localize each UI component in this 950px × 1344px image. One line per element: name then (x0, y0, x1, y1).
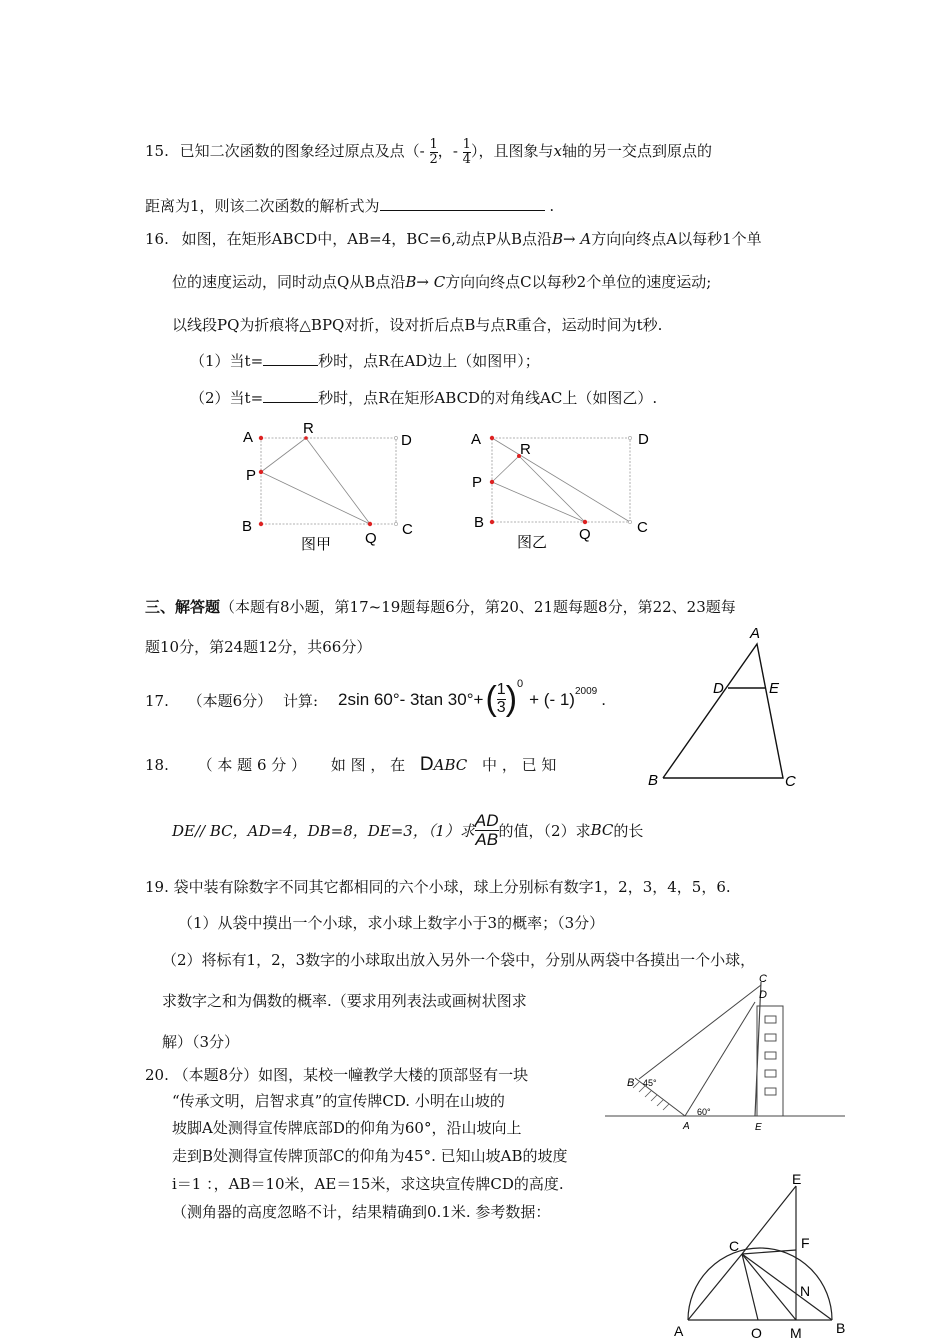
q15-text1: 已知二次函数的图象经过原点及点（ (179, 142, 420, 161)
label-a: A (243, 429, 254, 446)
q16-sub1 (190, 350, 540, 371)
building (757, 1006, 783, 1116)
q18-abc: ABC (433, 756, 468, 774)
label-q: Q (579, 526, 591, 543)
point-d (394, 436, 397, 439)
triangle-symbol: D (419, 754, 434, 775)
q16-figure-yi (462, 418, 672, 556)
label-m: M (790, 1325, 802, 1341)
q20-line1: 20. （本题8分）如图，某校一幢教学大楼的顶部竖有一块 (145, 1066, 529, 1084)
q17-paren-close: ) (505, 680, 518, 718)
q17-score: （本题6分） (187, 692, 273, 710)
point-a (490, 436, 494, 440)
point-c (394, 522, 397, 525)
label-d: D (401, 432, 412, 449)
q18-number: 18. (145, 756, 169, 774)
q16-sub2a: （2）当t= (190, 389, 264, 407)
q16-sub1a: （1）当t= (190, 352, 264, 370)
q19-line4: 求数字之和为偶数的概率.（要求用列表法或画树状图求 (162, 992, 527, 1010)
triangle-abc (663, 644, 783, 778)
label-p: P (246, 467, 257, 484)
q17-expression (338, 680, 606, 719)
q19-line5: 解）（3分） (162, 1033, 240, 1051)
q16-direction-2: B→ C (405, 273, 446, 291)
q20-figure (605, 970, 850, 1135)
q20-line6: （测角器的高度忽略不计，结果精确到0.1米. 参考数据： (172, 1203, 551, 1221)
q18-text1: 如 图 ， 在 (330, 756, 406, 774)
label-b: B (836, 1320, 846, 1336)
q16-line2 (172, 271, 711, 292)
q16-line1a: 如图，在矩形ABCD中，AB=4，BC=6,动点P从B点沿 (181, 230, 553, 248)
q15-comma: ， (437, 142, 453, 161)
diagonal-ac (492, 438, 630, 522)
label-a: A (471, 431, 482, 448)
q16-line2a: 位的速度运动，同时动点Q从B点沿 (172, 273, 406, 291)
rect-abcd (261, 438, 396, 524)
q18-figure (640, 620, 810, 795)
sight-line-bc (639, 985, 761, 1079)
q19-line3: （2）将标有1，2，3数字的小球取出放入另外一个袋中，分别从两袋中各摸出一个小球， (162, 951, 756, 969)
q18-line1 (145, 754, 556, 776)
q18-bc: BC (590, 821, 614, 840)
q17-line (145, 690, 318, 711)
section3-title: 三、解答题 (145, 598, 221, 616)
point-d (628, 436, 631, 439)
q19-line1: 19. 袋中装有除数字不同其它都相同的六个小球，球上分别标有数字1，2，3，4，5，6. (145, 878, 731, 896)
q16-figure-jia (235, 418, 435, 556)
q16-direction-1: B→ A (552, 230, 592, 248)
segment-rq (306, 438, 370, 524)
point-a (259, 436, 263, 440)
label-e: E (755, 1122, 762, 1133)
q18-line2a: DE// BC，AD=4，DB=8，DE=3，（1）求 (172, 821, 475, 840)
sign-cd (755, 982, 761, 1116)
segment-ce (742, 1186, 796, 1254)
label-a: A (674, 1323, 684, 1339)
sight-line-ad (685, 1002, 755, 1116)
q17-number: 17. (145, 692, 169, 710)
q15-line2 (145, 195, 554, 216)
q15-x-var: x (553, 142, 562, 161)
segment-pr (261, 438, 306, 472)
q16-blank-2[interactable] (263, 388, 318, 403)
label-q: Q (365, 530, 377, 547)
q16-line1b: 方向向终点A以每秒1个单 (591, 230, 762, 248)
q17-fraction: $\frac{1}{3}$ (496, 681, 506, 716)
q16-number: 16. (145, 230, 169, 248)
label-c: C (729, 1238, 740, 1254)
q15-fraction-2: $\frac{1}{4}$ (462, 137, 471, 167)
q18-line2b: 的值，（2）求 (498, 821, 591, 840)
label-c: C (759, 973, 767, 985)
q15-answer-blank[interactable] (380, 196, 545, 211)
point-p (490, 480, 494, 484)
building-windows (765, 1016, 776, 1095)
point-b (259, 522, 263, 526)
caption-jia: 图甲 (301, 536, 332, 553)
q15-text2: ），且图象与 (470, 142, 554, 161)
q16-blank-1[interactable] (263, 351, 318, 366)
q15-fraction-1: $\frac{1}{2}$ (429, 137, 438, 167)
label-o: O (751, 1325, 762, 1341)
label-p: P (472, 474, 483, 491)
q15-line2-text: 距离为1，则该二次函数的解析式为 (145, 197, 380, 215)
section3-line2: 题10分，第24题12分，共66分） (145, 638, 372, 656)
q18-text2: 中 ， 已 知 (482, 756, 557, 774)
angle-45: 45° (643, 1078, 657, 1088)
label-b: B (648, 772, 659, 789)
q20-line5: i＝1 ：，AB＝10米，AE＝15米，求这块宣传牌CD的高度. (172, 1175, 564, 1193)
q16-line3: 以线段PQ为折痕将△BPQ对折，设对折后点B与点R重合，运动时间为t秒. (172, 316, 663, 334)
semicircle (688, 1248, 832, 1320)
q15-text3: 轴的另一交点到原点的 (561, 142, 712, 161)
q17-expr-a: 2sin 60°- 3tan 30°+ (338, 689, 484, 709)
label-d: D (638, 431, 649, 448)
label-r: R (303, 420, 314, 437)
section3-line1 (145, 596, 736, 617)
label-a: A (683, 1121, 690, 1132)
q18-fraction: $\frac{AD}{AB}$ (474, 811, 499, 849)
point-q (368, 522, 372, 526)
q15-number: 15. (145, 142, 169, 161)
label-b: B (627, 1077, 635, 1089)
label-f: F (801, 1235, 810, 1251)
q15-p2-sign: - (452, 142, 458, 161)
q15-line1 (145, 138, 712, 166)
label-b: B (474, 514, 485, 531)
q18-line2 (172, 812, 643, 849)
q20-line3: 坡脚A处测得宣传牌底部D的仰角为60°，沿山坡向上 (172, 1119, 522, 1137)
q20-line4: 走到B处测得宣传牌顶部C的仰角为45°. 已知山坡AB的坡度 (172, 1147, 568, 1165)
q15-p1-sign: - (419, 142, 425, 161)
q16-sub2 (190, 387, 657, 408)
label-c: C (785, 773, 796, 790)
q17-expr-b: + (- 1) (529, 689, 575, 709)
label-r: R (520, 441, 531, 458)
point-p (259, 470, 263, 474)
q16-sub2b: 秒时，点R在矩形ABCD的对角线AC上（如图乙）. (318, 389, 658, 407)
q17-exponent-0: 0 (517, 678, 524, 690)
point-c (628, 520, 631, 523)
label-n: N (800, 1283, 811, 1299)
point-q (583, 520, 587, 524)
label-b: B (242, 518, 253, 535)
q16-sub1b: 秒时，点R在AD边上（如图甲）； (318, 352, 540, 370)
q20-line2: “传承文明，启智求真”的宣传牌CD. 小明在山坡的 (172, 1092, 505, 1110)
label-e: E (792, 1171, 802, 1187)
label-e: E (769, 680, 780, 697)
segment-pq (261, 472, 370, 524)
segment-pr (492, 456, 519, 482)
label-c: C (402, 521, 413, 538)
q21-figure (662, 1158, 862, 1344)
q17-label: 计算: (282, 692, 319, 710)
q18-line2c: 的长 (613, 821, 644, 840)
q17-paren-open: ( (485, 680, 497, 718)
label-d: D (713, 680, 724, 697)
caption-yi: 图乙 (517, 534, 548, 551)
angle-60: 60° (697, 1107, 711, 1117)
label-a: A (750, 625, 761, 642)
q17-exponent-2009: 2009 (574, 686, 598, 697)
section3-desc1: （本题有8小题，第17~19题每题6分，第20、21题每题8分，第22、23题每 (220, 598, 736, 616)
label-d: D (759, 989, 767, 1001)
point-b (490, 520, 494, 524)
segment-pq (492, 482, 585, 522)
q19-line2: （1）从袋中摸出一个小球，求小球上数字小于3的概率；（3分） (178, 914, 605, 932)
q17-end: . (601, 689, 606, 709)
q15-end: . (549, 197, 555, 215)
q18-score: （ 本 题 6 分 ） (197, 756, 307, 774)
q16-line2b: 方向向终点C以每秒2个单位的速度运动; (445, 273, 712, 291)
label-c: C (637, 519, 648, 536)
q16-line1 (145, 228, 762, 249)
